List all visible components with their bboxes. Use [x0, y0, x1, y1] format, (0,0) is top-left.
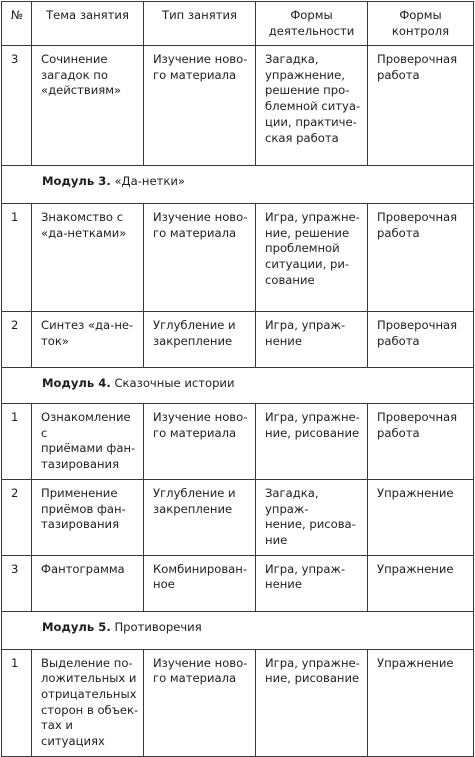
- lesson-activity-forms: Игра, упражне- ние, рисование: [256, 404, 368, 480]
- lesson-number: 1: [2, 649, 32, 756]
- header-row: [2, 2, 474, 46]
- lesson-row: [2, 46, 474, 166]
- lesson-topic: Применение приёмов фан- тазирования: [32, 479, 144, 555]
- lesson-type: Изучение ново- го материала: [144, 649, 256, 756]
- lesson-activity-forms: Игра, упраж- нение: [256, 312, 368, 368]
- header-control-forms: Формы контроля: [368, 2, 474, 46]
- lesson-control-forms: Упражнение: [368, 479, 474, 555]
- module-title: Противоречия: [110, 619, 202, 634]
- module-heading: [2, 368, 474, 404]
- lesson-row: [2, 312, 474, 368]
- lesson-number: 2: [2, 479, 32, 555]
- lesson-number: 3: [2, 46, 32, 166]
- header-activity-forms: Формы деятельности: [256, 2, 368, 46]
- lesson-control-forms: Упражнение: [368, 649, 474, 756]
- lesson-control-forms: Проверочная работа: [368, 404, 474, 480]
- lesson-type: Изучение ново- го материала: [144, 46, 256, 166]
- lesson-topic: Синтез «да-не- ток»: [32, 312, 144, 368]
- module-title: Сказочные истории: [110, 376, 235, 390]
- lesson-topic: Ознакомление с приёмами фан- тазирования: [32, 404, 144, 480]
- lesson-control-forms: Проверочная работа: [368, 46, 474, 166]
- lesson-topic: Знакомство с «да-нетками»: [32, 204, 144, 312]
- module-heading: [2, 166, 474, 204]
- lesson-type: Углубление и закрепление: [144, 312, 256, 368]
- module-row: [2, 166, 474, 204]
- module-label: Модуль 5.: [42, 619, 111, 634]
- lesson-row: [2, 479, 474, 555]
- lesson-activity-forms: Загадка, упраж- нение, рисова- ние: [256, 479, 368, 555]
- lesson-activity-forms: Игра, упражне- ние, решение проблемной ситуации, ри- сование: [256, 204, 368, 312]
- lesson-number: 1: [2, 204, 32, 312]
- header-type: Тип занятия: [144, 2, 256, 46]
- lesson-control-forms: Проверочная работа: [368, 204, 474, 312]
- module-label: Модуль 3.: [42, 174, 111, 188]
- lesson-type: Изучение ново- го материала: [144, 404, 256, 480]
- lesson-number: 3: [2, 555, 32, 611]
- lesson-row: [2, 404, 474, 480]
- module-heading: [2, 611, 474, 649]
- lesson-control-forms: Упражнение: [368, 555, 474, 611]
- module-row: [2, 611, 474, 649]
- lesson-activity-forms: Игра, упражне- ние, рисование: [256, 649, 368, 756]
- lesson-row: [2, 649, 474, 756]
- lesson-activity-forms: Игра, упраж- нение: [256, 555, 368, 611]
- lesson-topic: Выделение по- ложительных и отрицательных сторон в объек- тах и ситуациях: [32, 649, 144, 756]
- lesson-type: Изучение ново- го материала: [144, 204, 256, 312]
- lesson-type: Комбинирован- ное: [144, 555, 256, 611]
- lesson-plan-table: [1, 1, 474, 757]
- lesson-topic: Фантограмма: [32, 555, 144, 611]
- lesson-control-forms: Проверочная работа: [368, 312, 474, 368]
- header-topic: Тема занятия: [32, 2, 144, 46]
- module-label: Модуль 4.: [42, 376, 111, 390]
- header-number: №: [2, 2, 32, 46]
- module-row: [2, 368, 474, 404]
- lesson-row: [2, 555, 474, 611]
- lesson-number: 2: [2, 312, 32, 368]
- lesson-row: [2, 204, 474, 312]
- module-title: «Да-нетки»: [110, 174, 185, 188]
- lesson-topic: Сочинение загадок по «действиям»: [32, 46, 144, 166]
- lesson-type: Углубление и закрепление: [144, 479, 256, 555]
- lesson-activity-forms: Загадка, упражнение, решение про- блемной ситуа- ции, практиче- ская работа: [256, 46, 368, 166]
- lesson-number: 1: [2, 404, 32, 480]
